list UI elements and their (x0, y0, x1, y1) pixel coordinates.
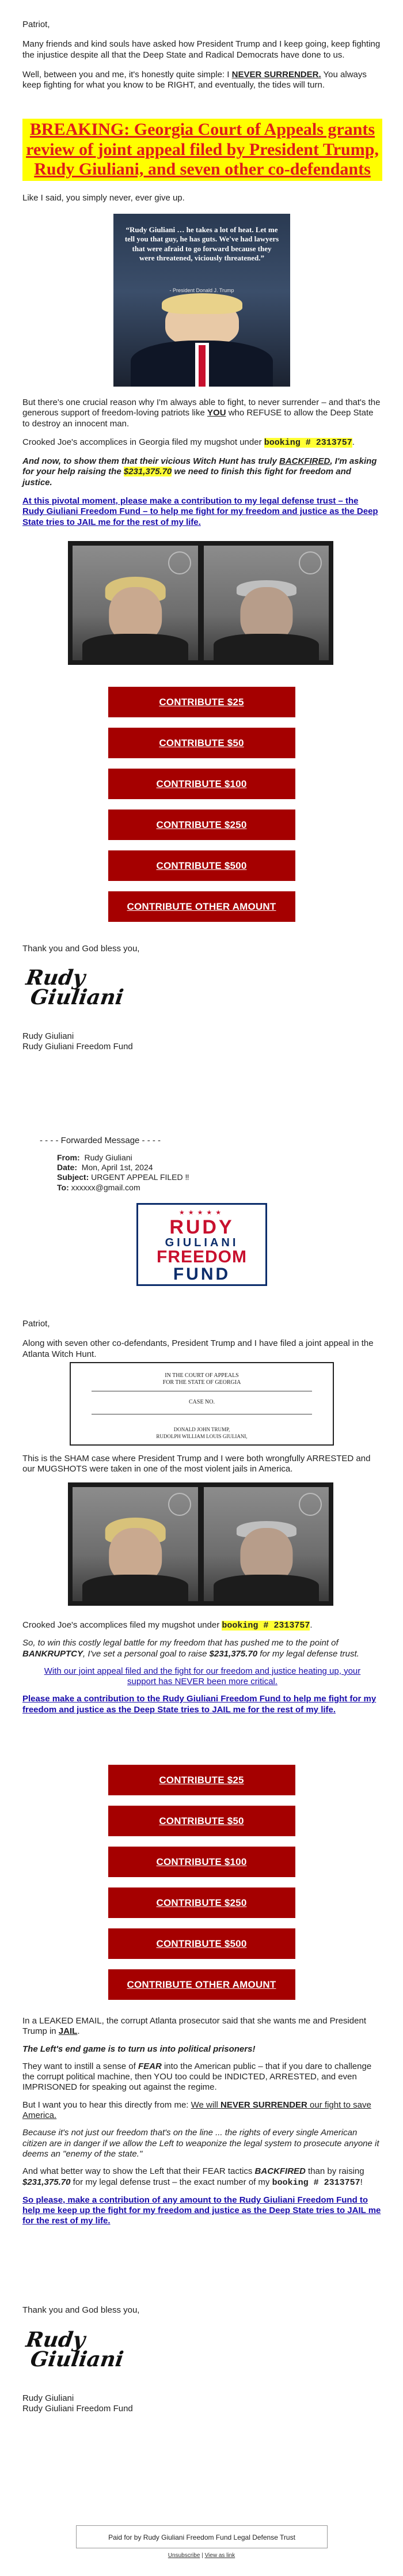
salutation: Patriot, (22, 20, 50, 29)
contribute-25-button[interactable]: CONTRIBUTE $25 (108, 1765, 295, 1795)
mugshots-image-1 (68, 541, 333, 665)
support-critical-paragraph: With our joint appeal filed and the fight for our freedom and justice heating up, your support has NEVER been more critical. (44, 1666, 361, 1687)
fear-paragraph: They want to instill a sense of FEAR into the American public – that if you dare to challenge the corrupt political machine, then YOU too could be INDICTED, ARRESTED, and even IMPRISONED for speaking out against the regime. (22, 2061, 372, 2093)
sham-paragraph: This is the SHAM case where President Trump and I were both wrongfully ARRESTED and our MUGSHOTS were taken in one of the most violent jails in America. (22, 1454, 371, 1474)
like-said-block (22, 193, 382, 203)
trump-quote-image (113, 214, 290, 387)
logo-stars: ★★★★★ (178, 1209, 225, 1216)
signature-org-2: Rudy Giuliani Freedom Fund (22, 2404, 133, 2414)
signature-block-1 (22, 1031, 382, 1053)
signature-image-2 (22, 2330, 382, 2383)
sheriff-seal-icon (299, 1493, 322, 1516)
logo-giuliani: GIULIANI (165, 1236, 239, 1249)
quote-text: “Rudy Giuliani … he takes a lot of heat. Let me tell you that guy, he has guts. We've had lawyers that were afraid to go forward because they were threatened, viciously threatened.” (124, 225, 279, 262)
court-case-no: CASE NO. (188, 1399, 215, 1405)
intro-paragraph: Many friends and kind souls have asked how President Trump and I keep going, keep fighting the injustice despite all that the Deep State and Radical Democrats have done to us. (22, 39, 381, 60)
backfired-paragraph-2: And what better way to show the Left that their FEAR tactics BACKFIRED than by raising $231,375.70 for my legal defense trust – the exact number of my booking # 2313757! (22, 2166, 364, 2188)
signature-block-2 (22, 2393, 382, 2415)
separator: | (202, 2552, 203, 2559)
sheriff-seal-icon (168, 1493, 191, 1516)
suit (82, 1575, 188, 1601)
joint-appeal-paragraph: Along with seven other co-defendants, President Trump and I have filed a joint appeal in the Atlanta Witch Hunt. (22, 1338, 374, 1359)
contribute-link-1[interactable]: At this pivotal moment, please make a contribution to my legal defense trust – the Rudy Giuliani Freedom Fund – to help me fight for my freedom and justice as the Deep State tries to JAIL me for the rest of my life. (22, 496, 378, 527)
quote-attribution: - President Donald J. Trump (169, 288, 234, 293)
salutation-2: Patriot, (22, 1319, 50, 1329)
thanks-text-2: Thank you and God bless you, (22, 2305, 140, 2315)
court-title: IN THE COURT OF APPEALS (165, 1372, 239, 1379)
view-as-link[interactable]: View as link (204, 2552, 235, 2559)
trump-mugshot (73, 546, 198, 660)
bankruptcy-paragraph: So, to win this costly legal battle for my freedom that has pushed me to the point of BANKRUPTCY, I've set a personal goal to raise $231,375.70 for my legal defense trust. (22, 1638, 359, 1659)
court-state: FOR THE STATE OF GEORGIA (162, 1379, 241, 1386)
thanks-text: Thank you and God bless you, (22, 944, 140, 954)
contribute-250-button[interactable]: CONTRIBUTE $250 (108, 810, 295, 840)
signoff-2 (22, 2305, 382, 2316)
trump-mugshot (73, 1487, 198, 1601)
body-section-3 (22, 2016, 382, 2227)
signature-name-2: Rudy Giuliani (22, 2393, 74, 2403)
forwarded-header (22, 1136, 382, 1193)
contribute-50-button[interactable]: CONTRIBUTE $50 (108, 728, 295, 758)
booking-number: booking # 2313757 (222, 1621, 310, 1631)
giuliani-mugshot (204, 546, 329, 660)
contribute-100-button[interactable]: CONTRIBUTE $100 (108, 1847, 295, 1877)
portrait-hair (162, 293, 242, 314)
portrait-tie (199, 345, 206, 387)
body-section-2 (22, 1620, 382, 1715)
forwarded-meta: From: Rudy Giuliani Date: Mon, April 1st, 2024 Subject: URGENT APPEAL FILED ‼ To: xxxxxx@gmail.com (57, 1153, 189, 1192)
sheriff-seal-icon (299, 551, 322, 574)
handwritten-signature: Rudy Giuliani (21, 966, 126, 1010)
forwarded-body-top (22, 1319, 382, 1360)
never-surrender-paragraph-2: But I want you to hear this directly from me: We will NEVER SURRENDER our fight to save America. (22, 2100, 371, 2121)
contribute-250-button[interactable]: CONTRIBUTE $250 (108, 1887, 295, 1918)
rights-paragraph: Because it's not just our freedom that's on the line ... the rights of every single American citizen are in danger if we allow the Left to weaponize the legal system to prosecute anyone it deems an "enemy of the state." (22, 2128, 379, 2159)
leaked-email-paragraph: In a LEAKED EMAIL, the corrupt Atlanta prosecutor said that she wants me and President Trump in JAIL. (22, 2016, 366, 2037)
body-section-1 (22, 398, 382, 528)
sheriff-seal-icon (168, 551, 191, 574)
booking-number: booking # 2313757 (264, 437, 352, 448)
backfired-paragraph: And now, to show them that their vicious Witch Hunt has truly BACKFIRED, I'm asking for your help raising the $231,375.70 we need to finish this fight for freedom and justice. (22, 456, 377, 487)
giuliani-mugshot (204, 1487, 329, 1601)
contribute-100-button[interactable]: CONTRIBUTE $100 (108, 769, 295, 799)
signoff-1 (22, 944, 382, 954)
contribute-500-button[interactable]: CONTRIBUTE $500 (108, 1928, 295, 1959)
court-party-2: RUDOLPH WILLIAM LOUIS GIULIANI, (156, 1433, 248, 1439)
contribute-25-button[interactable]: CONTRIBUTE $25 (108, 687, 295, 717)
never-surrender-paragraph: Well, between you and me, it's honestly quite simple: I NEVER SURRENDER. You always keep fighting for what you know to be RIGHT, and eventually, the tides will turn. (22, 69, 367, 90)
signature-name: Rudy Giuliani (22, 1031, 74, 1041)
mugshot-paragraph: Crooked Joe's accomplices in Georgia filed my mugshot under booking # 2313757. (22, 437, 355, 448)
court-document-image (70, 1362, 334, 1446)
sham-block (22, 1454, 382, 1475)
freedom-fund-logo (136, 1203, 267, 1286)
paid-for-disclaimer: Paid for by Rudy Giuliani Freedom Fund Legal Defense Trust (76, 2525, 328, 2548)
forwarded-divider: - - - - Forwarded Message - - - - (40, 1136, 161, 1145)
contribute-other-button[interactable]: CONTRIBUTE OTHER AMOUNT (108, 1969, 295, 2000)
court-party-1: DONALD JOHN TRUMP, (173, 1427, 230, 1432)
reason-paragraph: But there's one crucial reason why I'm always able to fight, to never surrender – and that's the generous support of freedom-loving patriots like YOU who REFUSE to allow the Deep State to destroy an innocent man. (22, 398, 381, 429)
handwritten-signature: Rudy Giuliani (21, 2328, 126, 2372)
contribute-link-3[interactable]: So please, make a contribution of any amount to the Rudy Giuliani Freedom Fund to help me keep up the fight for my freedom and justice as the Deep State tries to JAIL me for the rest of my life. (22, 2195, 381, 2226)
suit (82, 634, 188, 660)
contribute-buttons-1 (0, 687, 403, 922)
signature-org: Rudy Giuliani Freedom Fund (22, 1042, 133, 1052)
logo-rudy: RUDY (169, 1216, 234, 1238)
logo-fund: FUND (173, 1265, 231, 1284)
mugshots-image-2 (68, 1482, 333, 1606)
contribute-other-button[interactable]: CONTRIBUTE OTHER AMOUNT (108, 891, 295, 922)
contribute-500-button[interactable]: CONTRIBUTE $500 (108, 850, 295, 881)
logo-freedom: FREEDOM (157, 1247, 247, 1266)
contribute-50-button[interactable]: CONTRIBUTE $50 (108, 1806, 295, 1836)
end-game-paragraph: The Left's end game is to turn us into political prisoners! (22, 2044, 256, 2054)
suit (214, 634, 318, 660)
unsubscribe-link[interactable]: Unsubscribe (168, 2552, 200, 2559)
email-body-top (22, 20, 382, 90)
signature-image-1 (22, 968, 382, 1021)
unsubscribe-line (0, 2552, 403, 2559)
booking-number: booking # 2313757 (272, 2177, 360, 2188)
like-said-text: Like I said, you simply never, ever give up. (22, 193, 185, 203)
suit (214, 1575, 318, 1601)
breaking-headline-box (22, 119, 382, 181)
breaking-headline: BREAKING: Georgia Court of Appeals grants review of joint appeal filed by President Trump, Rudy Giuliani, and seven other co-defendants (22, 119, 382, 181)
contribute-link-2[interactable]: Please make a contribution to the Rudy Giuliani Freedom Fund to help me fight for my freedom and justice as the Deep State tries to JAIL me for the rest of my life. (22, 1694, 377, 1715)
contribute-buttons-2 (0, 1765, 403, 2000)
mugshot-paragraph-2: Crooked Joe's accomplices filed my mugshot under booking # 2313757. (22, 1620, 313, 1631)
